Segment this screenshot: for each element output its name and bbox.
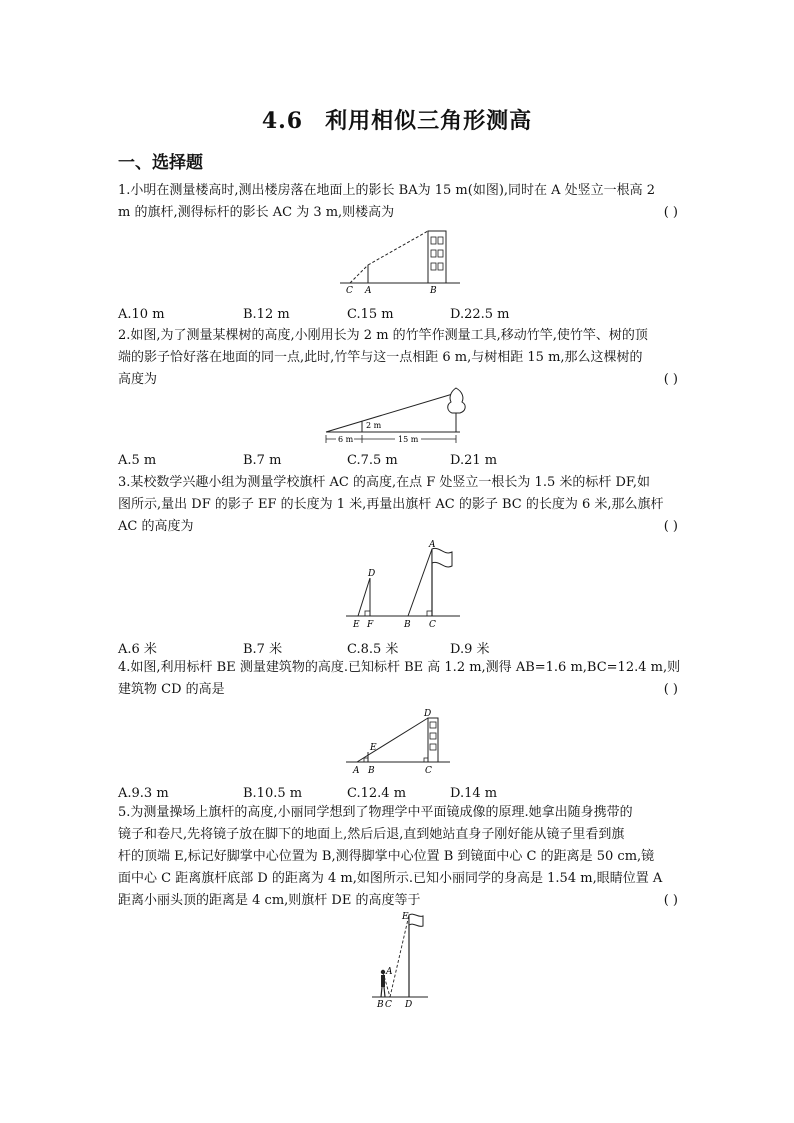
q3-label-b: B: [404, 620, 411, 630]
q1-label-c: C: [346, 286, 353, 296]
q2-dist-2: 15 m: [398, 435, 419, 444]
question-2-line-3: 高度为 ( ): [118, 369, 678, 391]
q5-label-b: B: [377, 1000, 384, 1010]
option-d[interactable]: D.21 m: [450, 453, 498, 468]
q1-label-a: A: [365, 286, 372, 296]
q4-label-d: D: [424, 709, 432, 719]
q4-label-a: A: [353, 766, 360, 776]
q5-label-c: C: [385, 1000, 392, 1010]
q3-label-a: A: [429, 540, 436, 550]
question-3-line-1: 3.某校数学兴趣小组为测量学校旗杆 AC 的高度,在点 F 处竖立一根长为 1.5 米的标杆 DF,如: [118, 475, 651, 490]
option-a[interactable]: A.10 m: [118, 307, 165, 322]
option-b[interactable]: B.10.5 m: [243, 786, 303, 801]
q4-label-c: C: [425, 766, 432, 776]
option-d[interactable]: D.9 米: [450, 642, 490, 657]
option-a[interactable]: A.5 m: [118, 453, 157, 468]
answer-bracket: ( ): [663, 519, 678, 534]
option-d[interactable]: D.14 m: [450, 786, 498, 801]
q1-label-b: B: [430, 286, 437, 296]
question-1-line-1: 1.小明在测量楼高时,测出楼房落在地面上的影长 BA为 15 m(如图),同时在 A 处竖立一根高 2: [118, 183, 656, 198]
question-3-line-3: AC 的高度为 ( ): [118, 516, 678, 538]
q2-pole-label: 2 m: [366, 421, 382, 430]
question-5-line-3: 杆的顶端 E,标记好脚掌中心位置为 B,测得脚掌中心位置 B 到镜面中心 C 的距离是 50 cm,镜: [118, 849, 655, 864]
option-a[interactable]: A.9.3 m: [118, 786, 169, 801]
question-2-line-2: 端的影子恰好落在地面的同一点,此时,竹竿与这一点相距 6 m,与树相距 15 m,那么这棵树的: [118, 350, 643, 365]
question-3-line-2: 图所示,量出 DF 的影子 EF 的长度为 1 米,再量出旗杆 AC 的影子 BC 的长度为 6 米,那么旗杆: [118, 497, 664, 512]
title-text: 利用相似三角形测高: [325, 108, 533, 134]
question-4-line-2: 建筑物 CD 的高是 ( ): [118, 679, 678, 701]
q3-label-d: D: [368, 569, 376, 579]
q3-label-e: E: [353, 620, 360, 630]
section-heading: 一、选择题: [118, 153, 203, 173]
answer-bracket: ( ): [663, 372, 678, 387]
q4-label-b: B: [368, 766, 375, 776]
option-c[interactable]: C.8.5 米: [347, 642, 399, 657]
question-2-line-1: 2.如图,为了测量某棵树的高度,小刚用长为 2 m 的竹竿作测量工具,移动竹竿,使竹竿、树的顶: [118, 328, 648, 343]
option-b[interactable]: B.7 m: [243, 453, 282, 468]
question-5-line-4: 面中心 C 距离旗杆底部 D 的距离为 4 m,如图所示.已知小丽同学的身高是 1.54 m,眼睛位置 A: [118, 871, 663, 886]
answer-bracket: ( ): [663, 682, 678, 697]
option-c[interactable]: C.15 m: [347, 307, 394, 322]
option-b[interactable]: B.12 m: [243, 307, 290, 322]
question-1-line-2: m 的旗杆,测得标杆的影长 AC 为 3 m,则楼高为 ( ): [118, 202, 678, 224]
title-number: 4.6: [261, 108, 304, 134]
answer-bracket: ( ): [663, 893, 678, 908]
q2-dist-1: 6 m: [338, 435, 354, 444]
question-5-line-2: 镜子和卷尺,先将镜子放在脚下的地面上,然后后退,直到她站直身子刚好能从镜子里看到旗: [118, 827, 625, 842]
option-a[interactable]: A.6 米: [118, 642, 157, 657]
q5-label-d: D: [405, 1000, 413, 1010]
question-5-line-1: 5.为测量操场上旗杆的高度,小丽同学想到了物理学中平面镜成像的原理.她拿出随身携带的: [118, 805, 633, 820]
q3-label-f: F: [367, 620, 374, 630]
option-c[interactable]: C.7.5 m: [347, 453, 398, 468]
q4-label-e: E: [370, 743, 377, 753]
q3-label-c: C: [429, 620, 436, 630]
q5-label-e: E: [402, 912, 409, 922]
question-4-line-1: 4.如图,利用标杆 BE 测量建筑物的高度.已知标杆 BE 高 1.2 m,测得 AB=1.6 m,BC=12.4 m,则: [118, 660, 681, 675]
answer-bracket: ( ): [663, 205, 678, 220]
option-b[interactable]: B.7 米: [243, 642, 283, 657]
option-d[interactable]: D.22.5 m: [450, 307, 510, 322]
question-5-line-5: 距离小丽头顶的距离是 4 cm,则旗杆 DE 的高度等于 ( ): [118, 890, 678, 912]
q5-label-a: A: [386, 967, 393, 977]
option-c[interactable]: C.12.4 m: [347, 786, 407, 801]
